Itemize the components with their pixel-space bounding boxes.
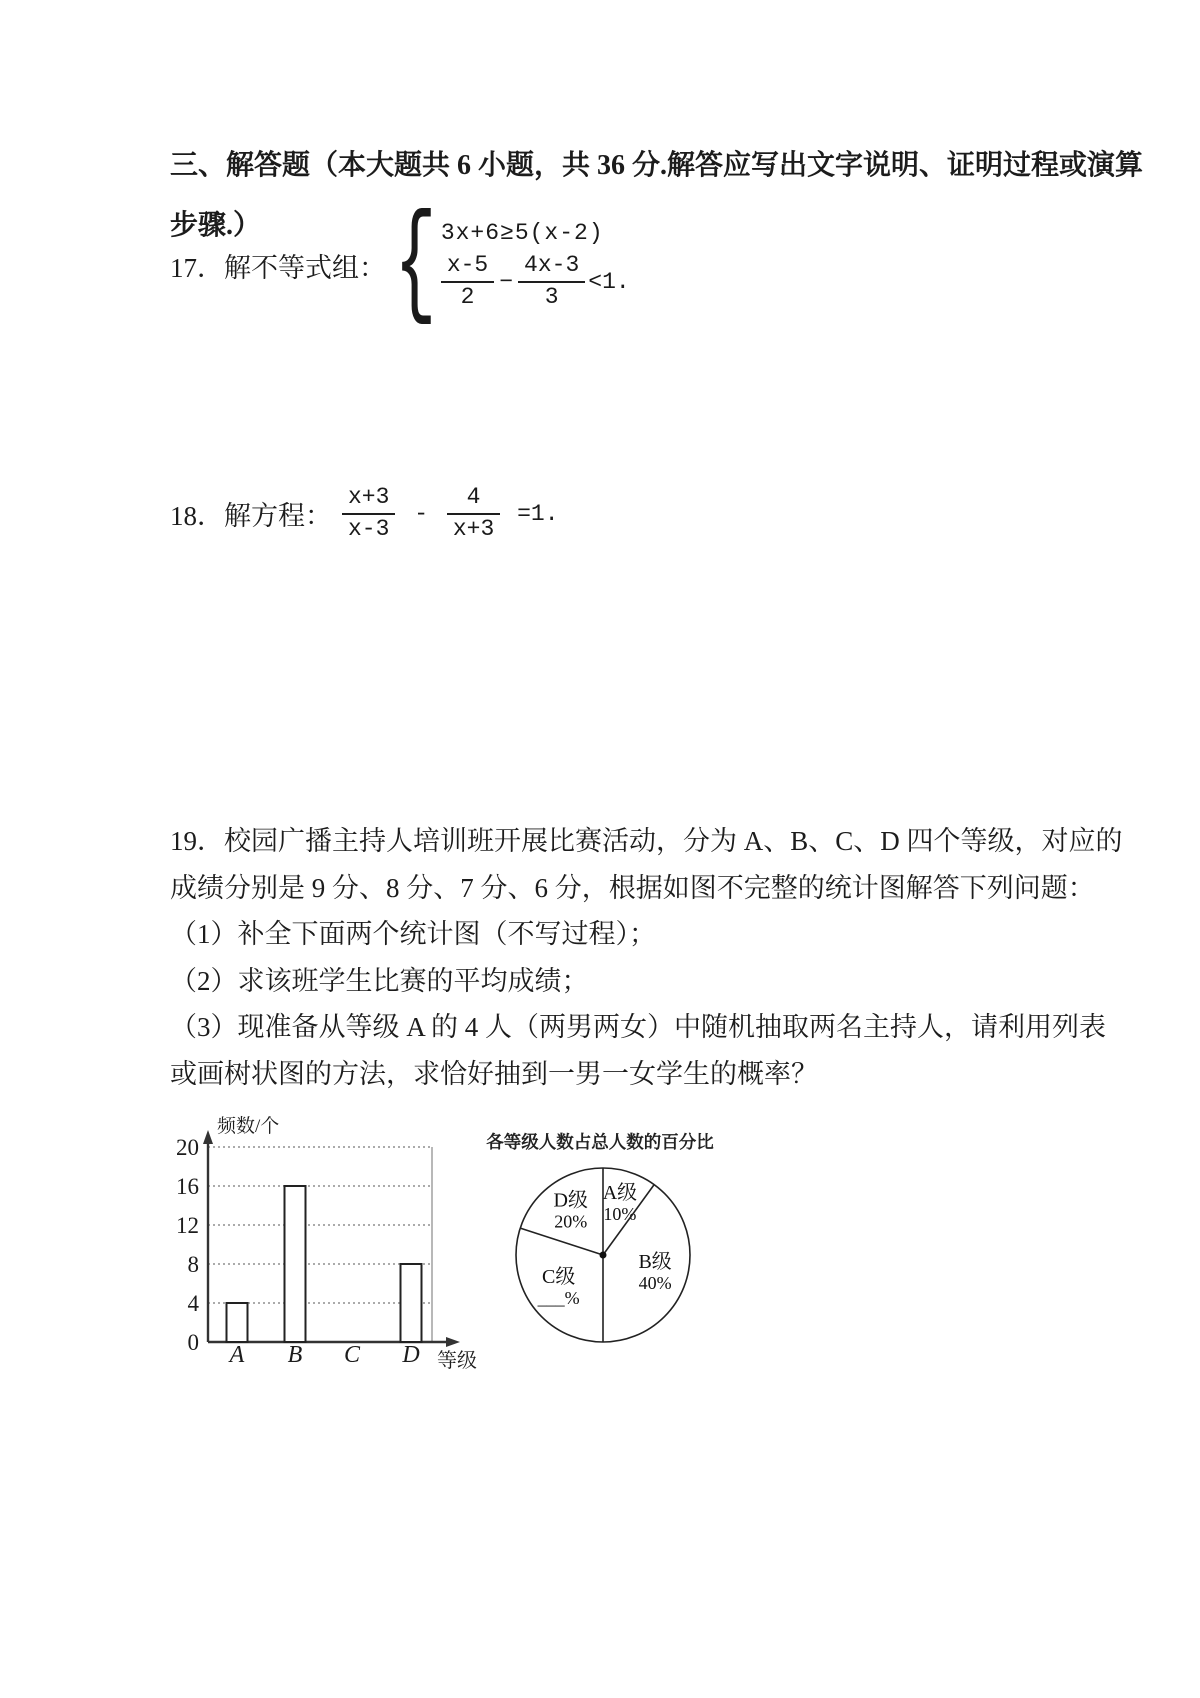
problem-17 (170, 195, 630, 336)
problem-19-q3: （3）现准备从等级 A 的 4 人（两男两女）中随机抽取两名主持人，请利用列表 (170, 1012, 1107, 1043)
section-header-line2: 步骤.） (170, 210, 262, 241)
minus-operator: - (414, 500, 429, 527)
x-tick-label-B: B (287, 1342, 303, 1368)
fraction: $\frac{x-5}{2}$ (441, 252, 494, 311)
slice-pct-label: 10% (603, 1203, 637, 1224)
system-brace: { (394, 195, 437, 336)
problem-18-prompt: 解方程： (224, 501, 332, 532)
problem-18-equation (342, 484, 559, 543)
y-axis-arrow (203, 1130, 213, 1144)
problem-17-system (441, 220, 630, 311)
fraction: $\frac{4}{x+3}$ (447, 484, 500, 543)
problem-19-line: 19．校园广播主持人培训班开展比赛活动，分为 A、B、C、D 四个等级，对应的 (170, 826, 1123, 856)
y-tick-label: 0 (187, 1330, 199, 1355)
inequality-2 (441, 252, 630, 311)
y-tick-label: 4 (187, 1291, 199, 1316)
bar-A (227, 1303, 248, 1342)
bar-chart-xlabel: 等级 (437, 1350, 477, 1372)
problem-18 (170, 484, 559, 543)
pie-chart-title: 各等级人数占总人数的百分比 (486, 1132, 714, 1152)
pie-chart (468, 1118, 748, 1358)
minus-operator: − (499, 268, 514, 295)
fraction: $\frac{4x-3}{3}$ (518, 252, 585, 311)
y-tick-label: 16 (176, 1174, 199, 1199)
bar-D (401, 1264, 422, 1342)
fraction: $\frac{x+3}{x-3}$ (342, 484, 395, 543)
slice-label: A级 (602, 1181, 638, 1204)
problem-17-prompt: 解不等式组： (224, 253, 386, 284)
x-tick-label-C: C (343, 1342, 361, 1368)
problem-19-q1: （1）补全下面两个统计图（不写过程）； (170, 919, 656, 950)
inequality-2-tail: <1. (588, 268, 630, 295)
inequality-1: 3x+6≥5(x-2) (440, 220, 604, 246)
x-tick-label-D: D (402, 1342, 420, 1368)
slice-label: D级 (553, 1189, 589, 1212)
equation-tail: =1. (517, 500, 559, 527)
slice-label: C级 (541, 1266, 576, 1289)
problem-17-number: 17． (170, 253, 224, 284)
problem-18-number: 18． (170, 501, 224, 532)
y-tick-label: 20 (176, 1135, 199, 1160)
section-header-line1: 三、解答题（本大题共 6 小题，共 36 分.解答应写出文字说明、证明过程或演算 (170, 150, 1144, 181)
problem-19-q2: （2）求该班学生比赛的平均成绩； (170, 965, 589, 996)
slice-label: B级 (638, 1250, 672, 1273)
slice-pct-label: 40% (638, 1272, 672, 1293)
x-tick-label-A: A (229, 1342, 245, 1368)
pie-center-dot (600, 1252, 607, 1259)
y-tick-label: 8 (187, 1252, 199, 1277)
x-axis-arrow (446, 1337, 460, 1347)
problem-19-line: 成绩分别是 9 分、8 分、7 分、6 分，根据如图不完整的统计图解答下列问题： (170, 872, 1095, 903)
slice-pct-label: 20% (554, 1211, 588, 1232)
y-tick-label: 12 (176, 1213, 199, 1238)
problem-19-q3-cont: 或画树状图的方法，求恰好抽到一男一女学生的概率？ (170, 1058, 818, 1089)
bar-chart (160, 1098, 490, 1388)
bar-B (285, 1186, 306, 1342)
bar-chart-ylabel: 频数/个 (217, 1116, 280, 1137)
problem-19 (170, 818, 1123, 1098)
slice-pct-label: ___% (537, 1288, 580, 1309)
